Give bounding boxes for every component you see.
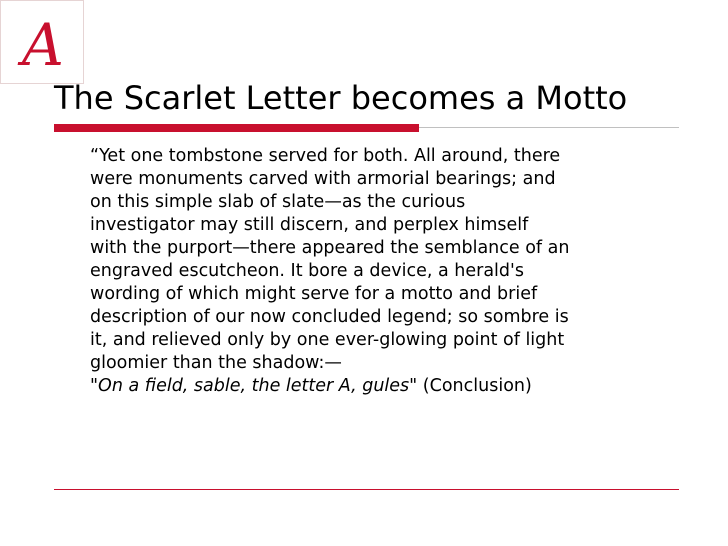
footer-rule [54,489,679,490]
motto-line [90,375,682,398]
quote-line: it, and relieved only by one ever-glowing point of light [90,330,565,350]
quote-line: wording of which might serve for a motto and brief [90,284,538,304]
title-underline-thin [419,127,679,128]
quote-line: gloomier than the shadow:— [90,353,342,373]
quote-line: were monuments carved with armorial bearings; and [90,169,556,189]
motto-text: "On a field, sable, the letter A, gules [90,376,410,396]
quote-line: “Yet one tombstone served for both. All around, there [90,146,561,166]
quote-line: with the purport—there appeared the semblance of an [90,238,570,258]
logo-letter: A [22,11,64,79]
quote-line: engraved escutcheon. It bore a device, a herald's [90,261,524,281]
motto-citation: (Conclusion) [417,376,532,396]
quote-line: on this simple slab of slate—as the curious [90,192,466,212]
quote-body [90,145,682,398]
decorative-letter-logo [0,0,84,84]
quote-line: description of our now concluded legend; so sombre is [90,307,569,327]
script-letter-a-icon [1,1,85,85]
quote-line: investigator may still discern, and perplex himself [90,215,529,235]
motto-close-quote: " [409,376,418,396]
title-underline-red [54,124,419,132]
slide-title: The Scarlet Letter becomes a Motto [54,79,628,117]
